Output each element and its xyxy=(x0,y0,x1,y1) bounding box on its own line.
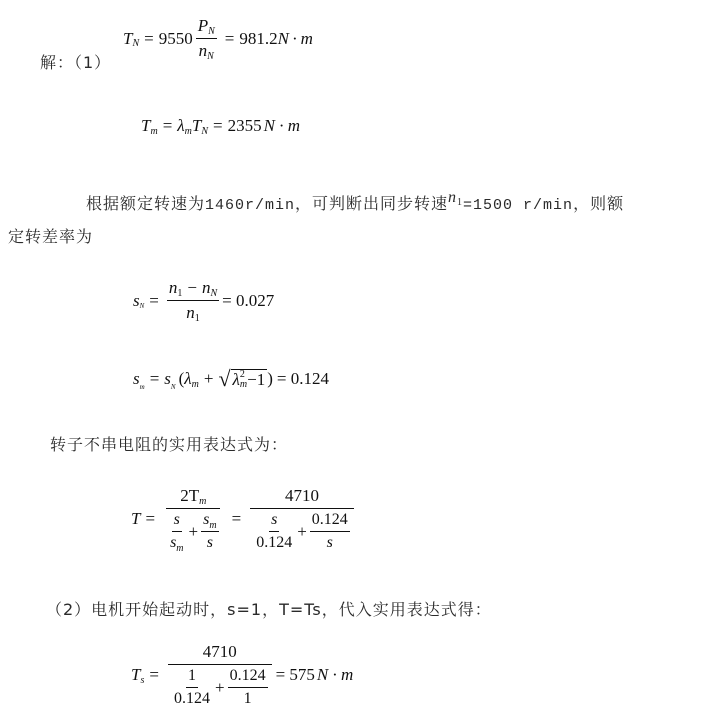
fraction-PN-over-nN: P N n N xyxy=(197,16,215,62)
fraction-slip: n 1 − n N n 1 xyxy=(168,278,218,324)
square-root: √ λ 2 m −1 xyxy=(218,366,266,391)
equation-max-torque: T m = λ m T N = 2355 N · m xyxy=(141,116,301,137)
coefficient: 9550 xyxy=(158,28,193,48)
equation-starting-torque: T s = 4710 $\frac{1}{0.124}$ + $\frac{0.124}{1}$ = 575 N · m xyxy=(131,642,354,707)
paragraph-sync-speed: 根据额定转速为1460r/min，可判断出同步转速$n^1=1500$ r/min，则额 xyxy=(86,189,625,214)
fraction-4710-start: 4710 $\frac{1}{0.124}$ + $\frac{0.124}{1}$ xyxy=(167,642,273,708)
paragraph-practical-expression: 转子不串电阻的实用表达式为： xyxy=(50,435,289,454)
equation-practical-torque: T = 2T m s s m + s m s = 4710 $\frac{s}{0.124}$ + $\frac{0.124}{s}$ xyxy=(131,486,358,552)
paragraph-sync-speed-line2: 定转差率为 xyxy=(8,227,94,246)
result-value: 981.2 xyxy=(239,28,278,48)
equation-critical-slip: s m = s N ( λ m + √ λ 2 m −1 ) = 0.124 xyxy=(133,366,329,391)
paragraph-starting: （2）电机开始起动时，s=1，T=Ts，代入实用表达式得： xyxy=(46,600,492,619)
equation-rated-torque: T N = 9550 P N n N = 981.2 N · m xyxy=(123,16,313,62)
part1-label: 解：（1） xyxy=(40,53,112,72)
result-value: = 0.124 xyxy=(276,369,329,388)
fraction-4710: 4710 $\frac{s}{0.124}$ + $\frac{0.124}{s}$ xyxy=(249,486,355,552)
result-value: 2355 xyxy=(227,116,262,135)
symbol-T: T xyxy=(123,28,133,48)
result-value: = 0.027 xyxy=(222,290,275,310)
fraction-2Tm: 2T m s s m + s m s xyxy=(163,486,224,552)
result-value: = 575 xyxy=(275,665,315,684)
equation-rated-slip: s N = n 1 − n N n 1 = 0.027 xyxy=(133,278,275,324)
